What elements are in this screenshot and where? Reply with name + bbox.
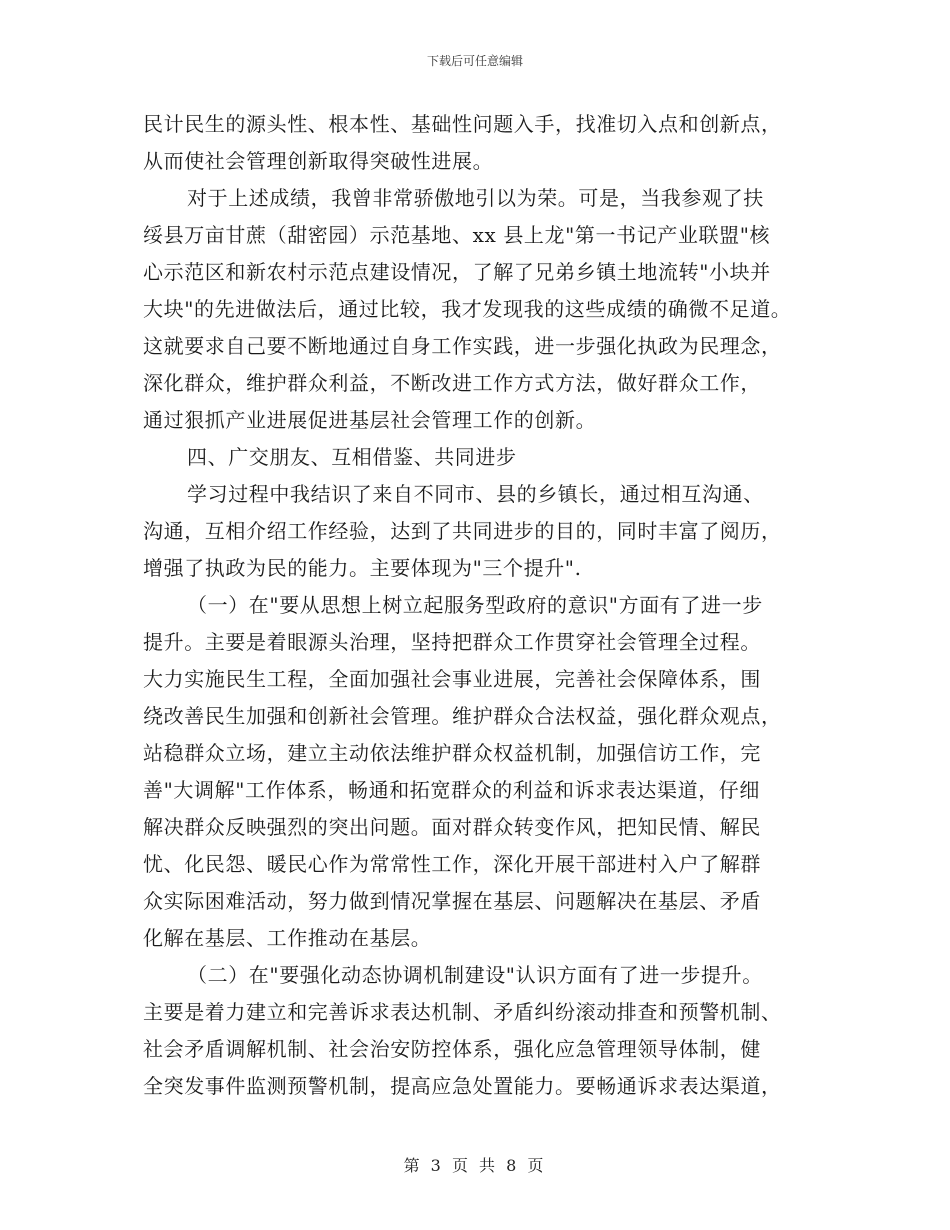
section-heading: 四、广交朋友、互相借鉴、共同进步 <box>187 445 517 469</box>
text-line: 善"大调解"工作体系，畅通和拓宽群众的利益和诉求表达渠道，仔细 <box>143 778 760 802</box>
text-line: 增强了执政为民的能力。主要体现为"三个提升". <box>143 556 582 580</box>
text-line: 绕改善民生加强和创新社会管理。维护群众合法权益，强化群众观点， <box>143 704 782 728</box>
text-line: 民计民生的源头性、根本性、基础性问题入手，找准切入点和创新点， <box>143 112 782 136</box>
text-line: 站稳群众立场，建立主动依法维护群众权益机制，加强信访工作，完 <box>143 741 761 765</box>
text-line: 深化群众，维护群众利益，不断改进工作方式方法，做好群众工作， <box>143 371 761 395</box>
paragraph-start: （二）在"要强化动态协调机制建设"认识方面有了进一步提升。 <box>187 963 763 987</box>
text-line: 通过狠抓产业进展促进基层社会管理工作的创新。 <box>143 408 597 432</box>
text-line: 解决群众反映强烈的突出问题。面对群众转变作风，把知民情、解民 <box>143 815 761 839</box>
text-line: 大力实施民生工程，全面加强社会事业进展，完善社会保障体系，围 <box>143 667 761 691</box>
text-line: 提升。主要是着眼源头治理，坚持把群众工作贯穿社会管理全过程。 <box>143 630 761 654</box>
document-body <box>143 106 823 1105</box>
text-line: 这就要求自己要不断地通过自身工作实践，进一步强化执政为民理念， <box>143 334 782 358</box>
text-line: 全突发事件监测预警机制，提高应急处置能力。要畅通诉求表达渠道， <box>143 1074 782 1098</box>
page-number: 第 3 页 共 8 页 <box>403 1156 547 1175</box>
text-line: 忧、化民怨、暖民心作为常常性工作，深化开展干部进村入户了解群 <box>143 852 761 876</box>
text-line: 大块"的先进做法后，通过比较，我才发现我的这些成绩的确微不足道。 <box>143 297 792 321</box>
text-line: 社会矛盾调解机制、社会治安防控体系，强化应急管理领导体制，健 <box>143 1037 761 1061</box>
paragraph-start: 对于上述成绩，我曾非常骄傲地引以为荣。可是，当我参观了扶 <box>187 186 764 210</box>
paragraph-start: （一）在"要从思想上树立起服务型政府的意识"方面有了进一步 <box>187 593 763 617</box>
text-line: 化解在基层、工作推动在基层。 <box>143 926 432 950</box>
page-header: 下载后可任意编辑 <box>426 54 523 68</box>
text-line: 主要是着力建立和完善诉求表达机制、矛盾纠纷滚动排查和预警机制、 <box>143 1000 782 1024</box>
paragraph-start: 学习过程中我结识了来自不同市、县的乡镇长，通过相互沟通、 <box>187 482 764 506</box>
text-line: 绥县万亩甘蔗（甜密园）示范基地、xx 县上龙"第一书记产业联盟"核 <box>143 223 771 247</box>
text-line: 从而使社会管理创新取得突破性进展。 <box>143 149 494 173</box>
text-line: 心示范区和新农村示范点建设情况，了解了兄弟乡镇土地流转"小块并 <box>143 260 771 284</box>
text-line: 沟通，互相介绍工作经验，达到了共同进步的目的，同时丰富了阅历， <box>143 519 782 543</box>
text-line: 众实际困难活动，努力做到情况掌握在基层、问题解决在基层、矛盾 <box>143 889 761 913</box>
